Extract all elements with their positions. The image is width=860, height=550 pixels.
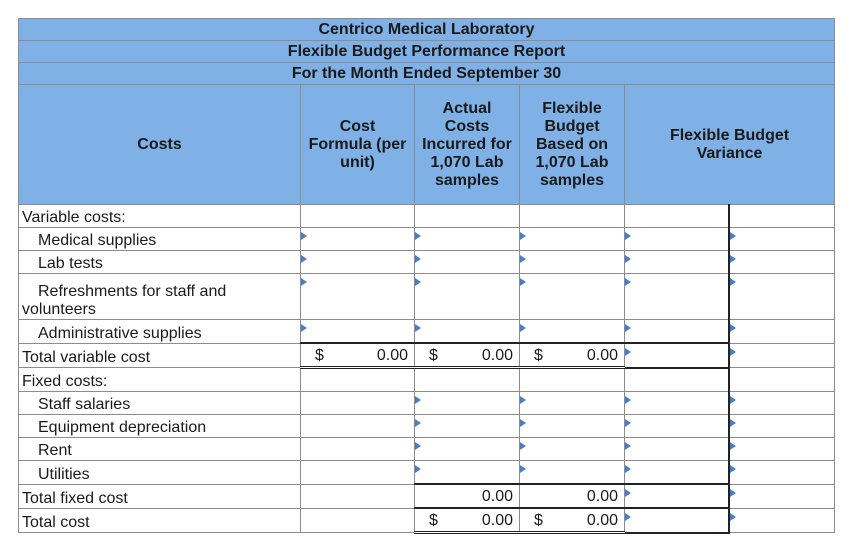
total-cost-label: Total cost (19, 508, 301, 533)
dropdown-marker-icon (730, 396, 736, 404)
admin-supplies-flexible-input[interactable] (520, 320, 625, 344)
total-fixed-flexible: 0.00 (520, 484, 625, 508)
rent-actual-input[interactable] (415, 438, 520, 461)
input-marker-icon (415, 396, 421, 404)
input-marker-icon (415, 255, 421, 263)
dropdown-marker-icon (730, 489, 736, 497)
input-marker-icon (625, 419, 631, 427)
input-marker-icon (520, 419, 526, 427)
staff-salaries-flexible-input[interactable] (520, 392, 625, 415)
input-marker-icon (625, 232, 631, 240)
staff-salaries-variance-type[interactable] (729, 392, 835, 415)
total-fixed-variance-type[interactable] (729, 484, 835, 508)
fixed-costs-label: Fixed costs: (19, 368, 301, 392)
total-variable-variance-input[interactable] (625, 343, 729, 368)
input-marker-icon (415, 419, 421, 427)
input-marker-icon (415, 232, 421, 240)
input-marker-icon (520, 255, 526, 263)
staff-salaries-label: Staff salaries (19, 392, 301, 415)
total-variable-actual: $ 0.00 (415, 343, 520, 368)
header-actual-costs: Actual Costs Incurred for 1,070 Lab samples (415, 85, 520, 205)
input-marker-icon (520, 396, 526, 404)
input-marker-icon (625, 489, 631, 497)
input-marker-icon (301, 232, 307, 240)
refreshments-variance-type[interactable] (729, 274, 835, 320)
total-variable-cost-label: Total variable cost (19, 343, 301, 368)
input-marker-icon (415, 442, 421, 450)
utilities-actual-input[interactable] (415, 461, 520, 485)
admin-supplies-variance-input[interactable] (625, 320, 729, 344)
refreshments-variance-input[interactable] (625, 274, 729, 320)
input-marker-icon (625, 465, 631, 473)
header-flexible-budget-variance: Flexible Budget Variance (625, 85, 835, 205)
total-cost-variance-type[interactable] (729, 508, 835, 533)
report-period: For the Month Ended September 30 (19, 63, 835, 85)
input-marker-icon (415, 278, 421, 286)
equipment-depreciation-flexible-input[interactable] (520, 415, 625, 438)
total-fixed-cost-label: Total fixed cost (19, 484, 301, 508)
dropdown-marker-icon (730, 255, 736, 263)
refreshments-formula-input[interactable] (301, 274, 415, 320)
input-marker-icon (415, 324, 421, 332)
utilities-variance-type[interactable] (729, 461, 835, 485)
input-marker-icon (625, 348, 631, 356)
total-cost-variance-input[interactable] (625, 508, 729, 533)
utilities-flexible-input[interactable] (520, 461, 625, 485)
input-marker-icon (301, 255, 307, 263)
input-marker-icon (415, 465, 421, 473)
rent-flexible-input[interactable] (520, 438, 625, 461)
input-marker-icon (520, 465, 526, 473)
staff-salaries-actual-input[interactable] (415, 392, 520, 415)
staff-salaries-variance-input[interactable] (625, 392, 729, 415)
dropdown-marker-icon (730, 465, 736, 473)
medical-supplies-flexible-input[interactable] (520, 228, 625, 251)
company-name: Centrico Medical Laboratory (19, 19, 835, 41)
lab-tests-variance-type[interactable] (729, 251, 835, 274)
lab-tests-formula-input[interactable] (301, 251, 415, 274)
input-marker-icon (520, 442, 526, 450)
input-marker-icon (520, 278, 526, 286)
input-marker-icon (625, 513, 631, 521)
input-marker-icon (301, 324, 307, 332)
dropdown-marker-icon (730, 419, 736, 427)
header-cost-formula: Cost Formula (per unit) (301, 85, 415, 205)
input-marker-icon (625, 442, 631, 450)
equipment-depreciation-variance-type[interactable] (729, 415, 835, 438)
dropdown-marker-icon (730, 348, 736, 356)
admin-supplies-formula-input[interactable] (301, 320, 415, 344)
input-marker-icon (625, 278, 631, 286)
total-variable-variance-type[interactable] (729, 343, 835, 368)
lab-tests-flexible-input[interactable] (520, 251, 625, 274)
refreshments-flexible-input[interactable] (520, 274, 625, 320)
dropdown-marker-icon (730, 232, 736, 240)
total-variable-formula: $ 0.00 (301, 343, 415, 368)
input-marker-icon (625, 255, 631, 263)
administrative-supplies-label: Administrative supplies (19, 320, 301, 344)
equipment-depreciation-actual-input[interactable] (415, 415, 520, 438)
refreshments-actual-input[interactable] (415, 274, 520, 320)
rent-variance-type[interactable] (729, 438, 835, 461)
medical-supplies-actual-input[interactable] (415, 228, 520, 251)
lab-tests-actual-input[interactable] (415, 251, 520, 274)
header-flexible-budget: Flexible Budget Based on 1,070 Lab samples (520, 85, 625, 205)
rent-variance-input[interactable] (625, 438, 729, 461)
utilities-label: Utilities (19, 461, 301, 485)
input-marker-icon (520, 324, 526, 332)
dropdown-marker-icon (730, 513, 736, 521)
utilities-variance-input[interactable] (625, 461, 729, 485)
medical-supplies-variance-type[interactable] (729, 228, 835, 251)
medical-supplies-label: Medical supplies (19, 228, 301, 251)
dropdown-marker-icon (730, 442, 736, 450)
total-fixed-variance-input[interactable] (625, 484, 729, 508)
medical-supplies-variance-input[interactable] (625, 228, 729, 251)
total-cost-actual: $ 0.00 (415, 508, 520, 533)
input-marker-icon (625, 324, 631, 332)
header-costs: Costs (19, 85, 301, 205)
dropdown-marker-icon (730, 278, 736, 286)
input-marker-icon (520, 232, 526, 240)
equipment-depreciation-variance-input[interactable] (625, 415, 729, 438)
variable-costs-label: Variable costs: (19, 205, 301, 228)
admin-supplies-variance-type[interactable] (729, 320, 835, 344)
lab-tests-variance-input[interactable] (625, 251, 729, 274)
rent-label: Rent (19, 438, 301, 461)
dropdown-marker-icon (730, 324, 736, 332)
input-marker-icon (625, 396, 631, 404)
report-title: Flexible Budget Performance Report (19, 41, 835, 63)
total-cost-flexible: $ 0.00 (520, 508, 625, 533)
input-marker-icon (301, 278, 307, 286)
flexible-budget-report (18, 18, 835, 534)
lab-tests-label: Lab tests (19, 251, 301, 274)
total-variable-flexible: $ 0.00 (520, 343, 625, 368)
equipment-depreciation-label: Equipment depreciation (19, 415, 301, 438)
refreshments-label: Refreshments for staff and volunteers (19, 274, 301, 320)
admin-supplies-actual-input[interactable] (415, 320, 520, 344)
medical-supplies-formula-input[interactable] (301, 228, 415, 251)
total-fixed-actual: 0.00 (415, 484, 520, 508)
